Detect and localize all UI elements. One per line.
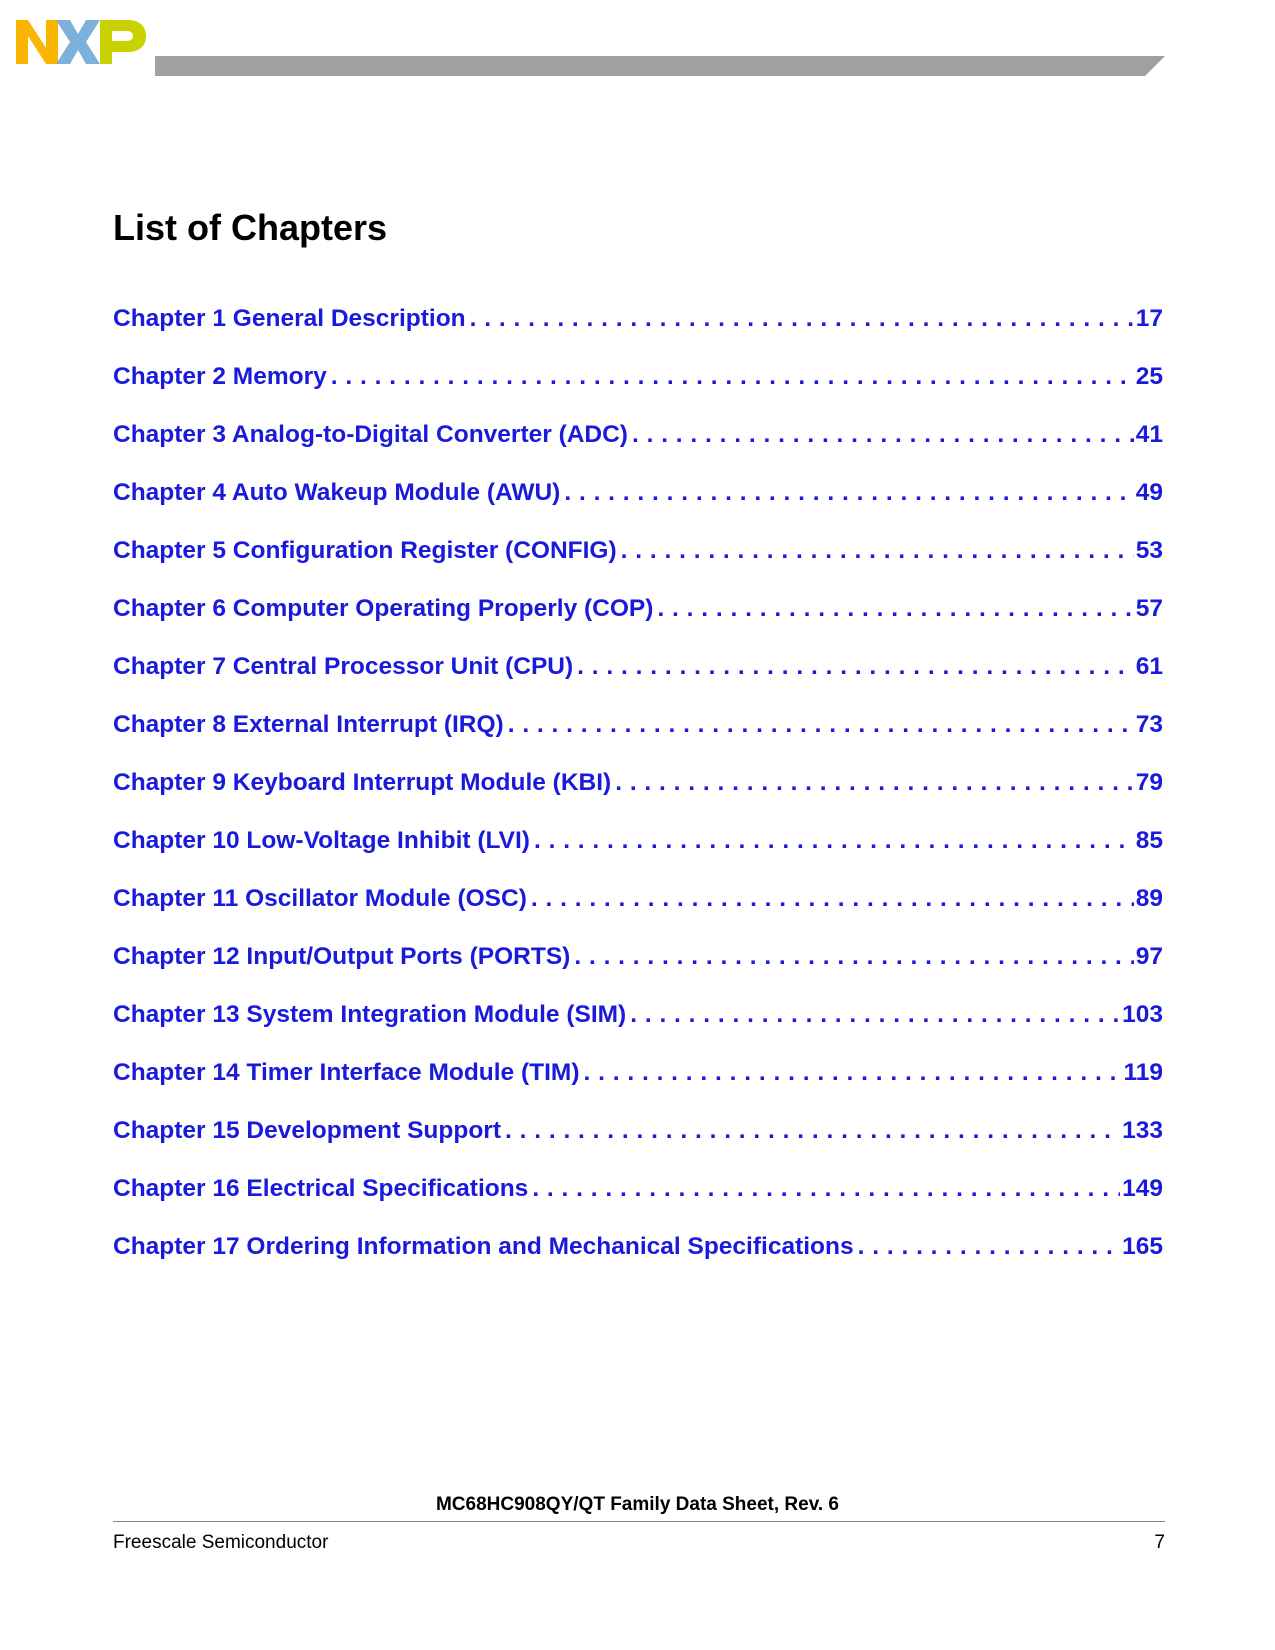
toc-dot-leader [331, 363, 1134, 391]
toc-entry-title[interactable]: Chapter 6 Computer Operating Properly (COP) [113, 595, 654, 622]
toc-entry-chapter-5[interactable] [113, 537, 1163, 595]
toc-entry-page[interactable]: 53 [1135, 537, 1163, 564]
toc-dot-leader [534, 827, 1134, 855]
toc-entry-page[interactable]: 85 [1135, 827, 1163, 854]
toc-entry-title[interactable]: Chapter 1 General Description [113, 305, 466, 332]
toc-entry-page[interactable]: 61 [1135, 653, 1163, 680]
toc-entry-title[interactable]: Chapter 5 Configuration Register (CONFIG) [113, 537, 617, 564]
toc-entry-chapter-11[interactable] [113, 885, 1163, 943]
toc-entry-chapter-10[interactable] [113, 827, 1163, 885]
toc-entry-chapter-3[interactable] [113, 421, 1163, 479]
footer-divider [113, 1521, 1165, 1522]
header-bar [155, 56, 1165, 76]
toc-entry-chapter-14[interactable] [113, 1059, 1163, 1117]
toc-dot-leader [574, 943, 1133, 971]
toc-entry-title[interactable]: Chapter 4 Auto Wakeup Module (AWU) [113, 479, 561, 506]
toc-entry-page[interactable]: 17 [1135, 305, 1163, 332]
toc-entry-page[interactable]: 89 [1135, 885, 1163, 912]
toc-dot-leader [621, 537, 1134, 565]
toc-entry-page[interactable]: 25 [1135, 363, 1163, 390]
toc-entry-chapter-1[interactable] [113, 305, 1163, 363]
toc-dot-leader [564, 479, 1133, 507]
toc-entry-chapter-16[interactable] [113, 1175, 1163, 1233]
toc-dot-leader [577, 653, 1134, 681]
toc-entry-chapter-7[interactable] [113, 653, 1163, 711]
toc-entry-chapter-15[interactable] [113, 1117, 1163, 1175]
toc-entry-page[interactable]: 73 [1135, 711, 1163, 738]
toc-entry-title[interactable]: Chapter 9 Keyboard Interrupt Module (KBI) [113, 769, 612, 796]
toc-dot-leader [657, 595, 1133, 623]
toc-entry-page[interactable]: 49 [1135, 479, 1163, 506]
toc-entry-title[interactable]: Chapter 14 Timer Interface Module (TIM) [113, 1059, 580, 1086]
toc-entry-page[interactable]: 79 [1135, 769, 1163, 796]
toc-entry-chapter-6[interactable] [113, 595, 1163, 653]
toc-dot-leader [531, 885, 1134, 913]
toc-entry-chapter-13[interactable] [113, 1001, 1163, 1059]
toc-entry-title[interactable]: Chapter 13 System Integration Module (SIM) [113, 1001, 627, 1028]
toc-entry-page[interactable]: 41 [1135, 421, 1163, 448]
toc-entry-title[interactable]: Chapter 7 Central Processor Unit (CPU) [113, 653, 574, 680]
toc-entry-chapter-4[interactable] [113, 479, 1163, 537]
toc-entry-title[interactable]: Chapter 16 Electrical Specifications [113, 1175, 529, 1202]
toc-entry-title[interactable]: Chapter 15 Development Support [113, 1117, 501, 1144]
toc-dot-leader [615, 769, 1134, 797]
toc-dot-leader [630, 1001, 1120, 1029]
toc-entry-page[interactable]: 149 [1122, 1175, 1163, 1202]
toc-entry-page[interactable]: 119 [1123, 1059, 1163, 1086]
toc-entry-title[interactable]: Chapter 8 External Interrupt (IRQ) [113, 711, 504, 738]
toc-entry-title[interactable]: Chapter 12 Input/Output Ports (PORTS) [113, 943, 571, 970]
toc-entry-chapter-8[interactable] [113, 711, 1163, 769]
toc-dot-leader [584, 1059, 1122, 1087]
logo-n-shape [16, 20, 58, 64]
toc-entry-chapter-17[interactable] [113, 1233, 1163, 1291]
toc-entry-page[interactable]: 165 [1122, 1233, 1163, 1260]
footer-document-title: MC68HC908QY/QT Family Data Sheet, Rev. 6 [435, 1494, 840, 1515]
toc-entry-title[interactable]: Chapter 11 Oscillator Module (OSC) [113, 885, 527, 912]
toc-dot-leader [508, 711, 1134, 739]
toc-entry-chapter-9[interactable] [113, 769, 1163, 827]
toc-dot-leader [470, 305, 1134, 333]
footer-company: Freescale Semiconductor [113, 1532, 329, 1553]
toc-entry-title[interactable]: Chapter 2 Memory [113, 363, 327, 390]
toc-entry-title[interactable]: Chapter 17 Ordering Information and Mechanical Specifications [113, 1233, 854, 1260]
page-title: List of Chapters [113, 207, 388, 248]
toc-entry-page[interactable]: 97 [1135, 943, 1163, 970]
nxp-logo [16, 18, 146, 66]
toc-dot-leader [632, 421, 1134, 449]
chapter-list [113, 305, 1163, 1291]
toc-entry-page[interactable]: 57 [1135, 595, 1163, 622]
toc-dot-leader [858, 1233, 1121, 1261]
toc-entry-page[interactable]: 133 [1122, 1117, 1163, 1144]
logo-p-shape [100, 20, 146, 64]
toc-entry-title[interactable]: Chapter 10 Low-Voltage Inhibit (LVI) [113, 827, 530, 854]
toc-dot-leader [505, 1117, 1120, 1145]
toc-entry-title[interactable]: Chapter 3 Analog-to-Digital Converter (ADC) [113, 421, 628, 448]
logo-x-shape [56, 20, 100, 64]
toc-entry-page[interactable]: 103 [1122, 1001, 1163, 1028]
footer-page-number: 7 [1154, 1532, 1165, 1553]
toc-entry-chapter-2[interactable] [113, 363, 1163, 421]
toc-entry-chapter-12[interactable] [113, 943, 1163, 1001]
toc-dot-leader [532, 1175, 1120, 1203]
